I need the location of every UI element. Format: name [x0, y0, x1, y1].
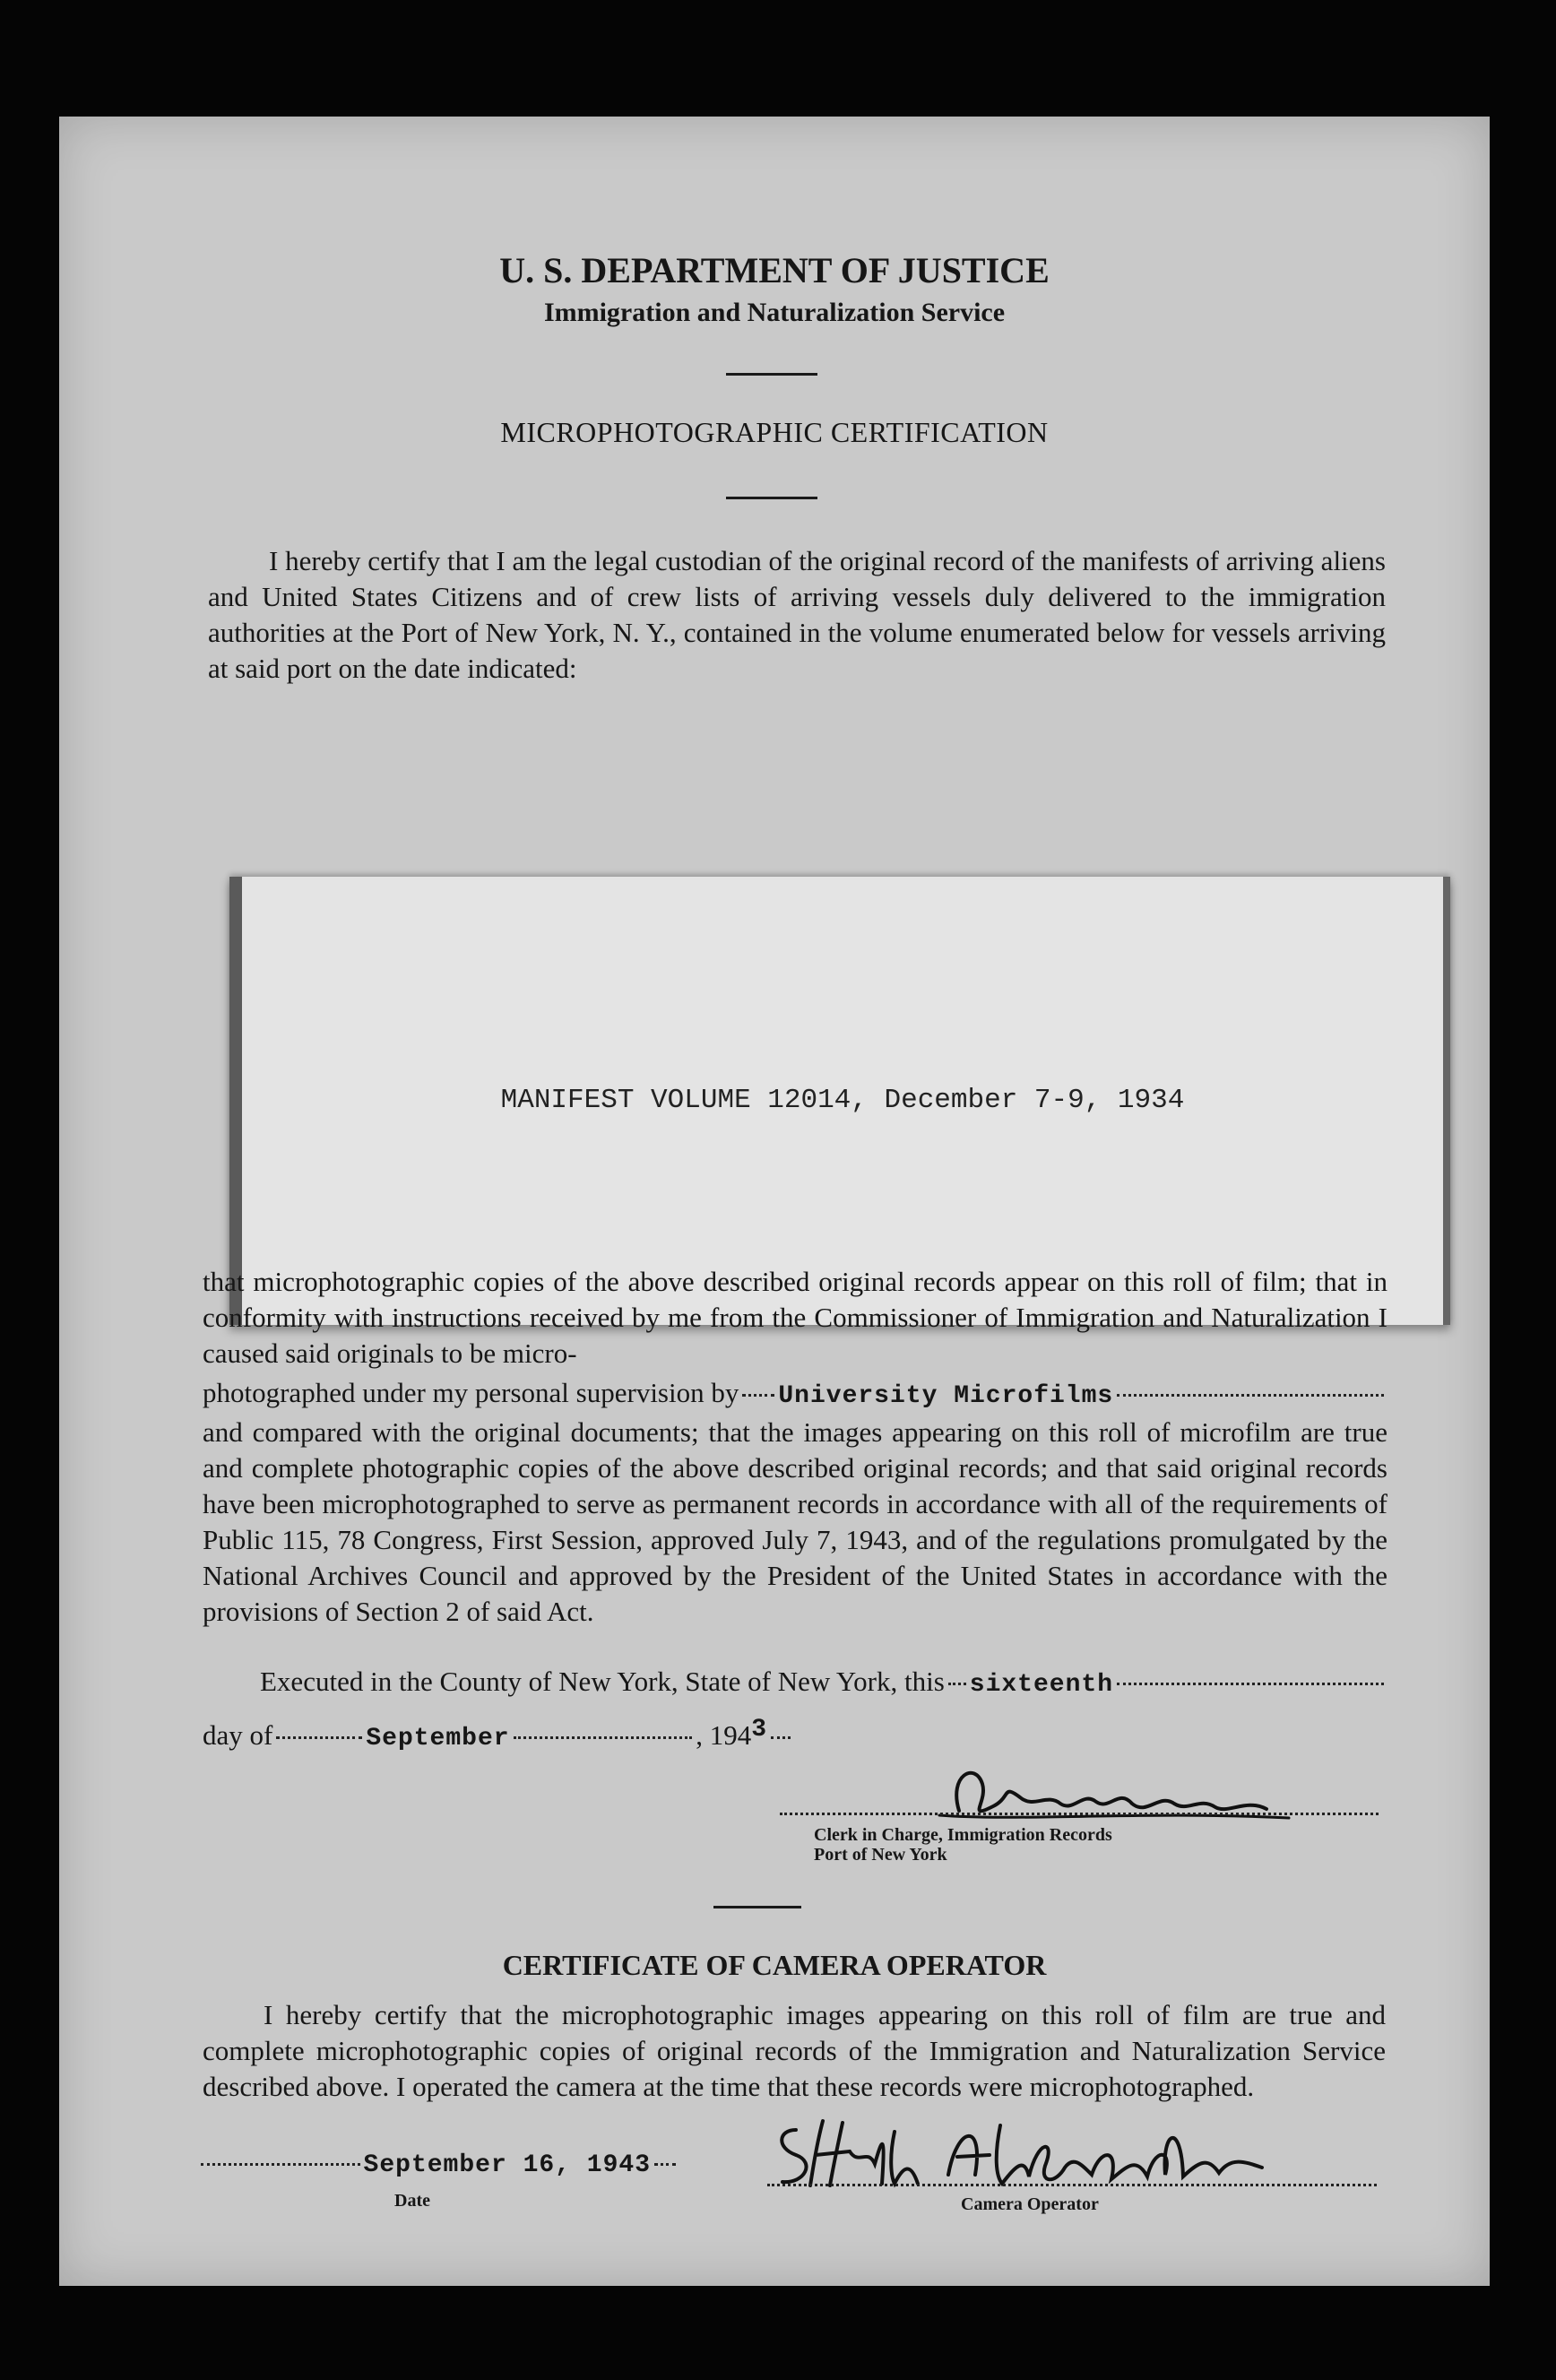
clerk-title-line1: Clerk in Charge, Immigration Records: [814, 1825, 1112, 1845]
manifest-volume-text: MANIFEST VOLUME 12014, December 7-9, 1934: [500, 1085, 1185, 1116]
date-value: September 16, 1943: [363, 2151, 651, 2179]
date-label: Date: [394, 2191, 430, 2211]
execution-day: sixteenth: [969, 1671, 1113, 1699]
camera-operator-label: Camera Operator: [961, 2194, 1099, 2214]
date-field: [197, 2151, 679, 2179]
supervision-prefix: photographed under my personal supervision by: [203, 1377, 739, 1408]
divider-bottom: [713, 1906, 801, 1908]
execution-prefix: Executed in the County of New York, State of New York, this: [260, 1666, 945, 1697]
day-of-label: day of: [203, 1719, 273, 1751]
department-heading: U. S. DEPARTMENT OF JUSTICE: [499, 250, 1050, 290]
execution-date-line: [203, 1718, 794, 1757]
service-subheading: Immigration and Naturalization Service: [543, 298, 1006, 327]
certification-title: MICROPHOTOGRAPHIC CERTIFICATION: [500, 416, 1049, 448]
intro-paragraph: [208, 543, 1386, 687]
body-part1: that microphotographic copies of the above described original records appear on this roll of film; that in conformity with instructions received by me from the Commissioner of Immigration and Naturalization I caused said originals to be micro-: [203, 1266, 1387, 1369]
divider-middle: [726, 497, 817, 499]
clerk-title-line2: Port of New York: [814, 1845, 947, 1865]
manifest-volume-card: [229, 877, 1450, 1325]
camera-certificate-title: CERTIFICATE OF CAMERA OPERATOR: [502, 1949, 1047, 1981]
intro-text: I hereby certify that I am the legal custodian of the original record of the manifests of arriving aliens and United States Citizens and of crew lists of arriving vessels duly delivered to the immigration authorities at the Port of New York, N. Y., contained in the volume enumerated below for vessels arriving at said port on the date indicated:: [208, 545, 1386, 684]
clerk-signature-line: [780, 1813, 1379, 1815]
supervision-line: [203, 1375, 1387, 1415]
camera-operator-signature-line: [767, 2184, 1377, 2186]
execution-month: September: [366, 1725, 510, 1753]
certificate-sheet: [59, 117, 1490, 2286]
camera-paragraph: [203, 1997, 1386, 2105]
execution-line: [203, 1664, 1387, 1703]
clerk-title: [814, 1825, 1112, 1865]
year-digit: 3: [751, 1716, 767, 1744]
camera-text: I hereby certify that the microphotographic images appearing on this roll of film are true and complete microphotographic copies of original records of the Immigration and Naturalization Service described above. I operated the camera at the time that these records were microphotographed.: [203, 1999, 1386, 2102]
body-paragraph: [203, 1264, 1387, 1630]
divider-top: [726, 373, 817, 376]
body-part2: and compared with the original documents; that the images appearing on this roll of microfilm are true and complete photographic copies of the above described original records; and that said original records have been microphotographed to serve as permanent records in accordance with all of the requirements of Public 115, 78 Congress, First Session, approved July 7, 1943, and of the regulations promulgated by the National Archives Council and approved by the President of the United States in accordance with the provisions of Section 2 of said Act.: [203, 1416, 1387, 1627]
execution-block: [203, 1664, 1387, 1757]
supervisor-name: University Microfilms: [778, 1382, 1114, 1410]
year-prefix: , 194: [696, 1719, 752, 1751]
